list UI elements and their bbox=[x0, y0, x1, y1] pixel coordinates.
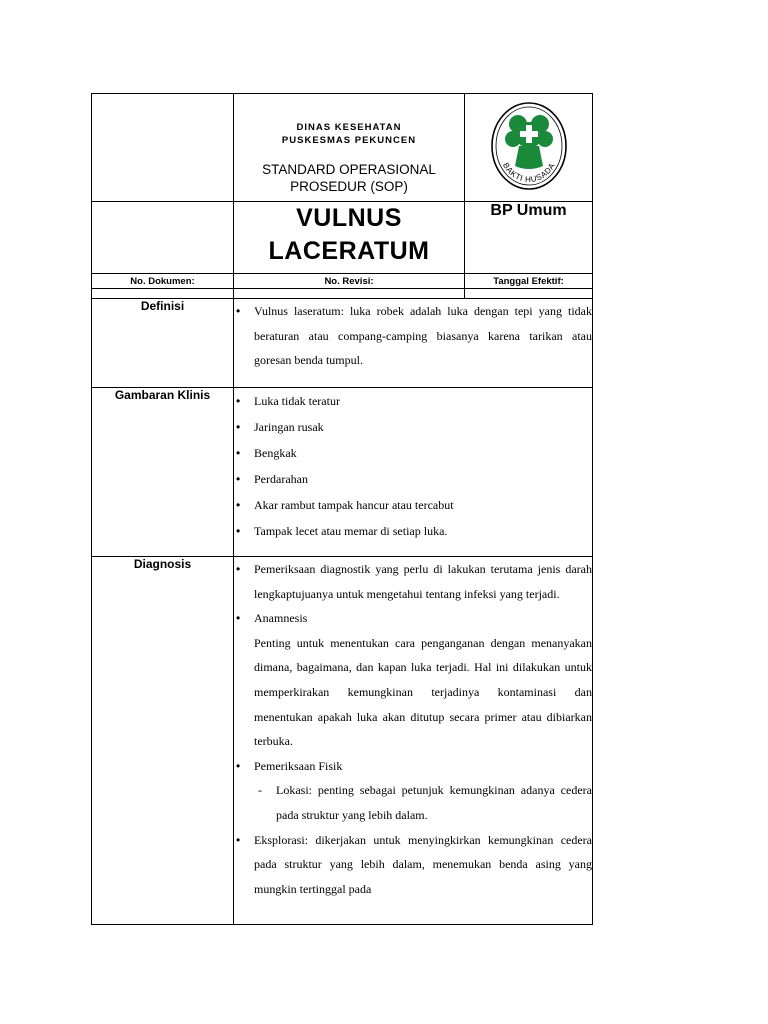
gambaran-klinis-content bbox=[234, 388, 593, 557]
header-organization-cell bbox=[234, 94, 465, 202]
revision-number-label: No. Revisi: bbox=[234, 274, 465, 289]
definisi-row bbox=[92, 299, 593, 388]
title-blank-cell bbox=[92, 202, 234, 274]
list-item: • Vulnus laseratum: luka robek adalah luka dengan tepi yang tidak beraturan atau compang-camping biasanya karena tarikan atau goresan benda tumpul. bbox=[234, 299, 592, 373]
org-name-line2: PUSKESMAS PEKUNCEN bbox=[281, 135, 417, 146]
doc-number-value bbox=[92, 289, 234, 299]
sop-document-table bbox=[91, 93, 593, 925]
list-item bbox=[234, 606, 592, 631]
list-item bbox=[234, 754, 592, 779]
sop-title-line2: PROSEDUR (SOP) bbox=[290, 179, 408, 194]
document-title-cell bbox=[234, 202, 465, 274]
list-item: • Bengkak bbox=[234, 440, 592, 466]
sop-title bbox=[234, 161, 464, 195]
gambaran-klinis-label: Gambaran Klinis bbox=[92, 388, 234, 557]
list-item: • Pemeriksaan diagnostik yang perlu di lakukan terutama jenis darah lengkaptujuanya untuk mengetahui tentang infeksi yang terjadi. bbox=[234, 557, 592, 606]
list-item: • Eksplorasi: dikerjakan untuk menyingkirkan kemungkinan cedera pada struktur yang lebih dalam, menemukan benda asing yang mungkin tertinggal pada bbox=[234, 828, 592, 902]
unit-name: BP Umum bbox=[465, 202, 593, 274]
definisi-content bbox=[234, 299, 593, 388]
list-item: • Luka tidak teratur bbox=[234, 388, 592, 414]
title-row bbox=[92, 202, 593, 274]
list-item: • Jaringan rusak bbox=[234, 414, 592, 440]
gambaran-klinis-row bbox=[92, 388, 593, 557]
meta-row bbox=[92, 274, 593, 289]
diagnosis-row bbox=[92, 557, 593, 925]
physical-exam-location: - Lokasi: penting sebagai petunjuk kemungkinan adanya cedera pada struktur yang lebih dalam. bbox=[234, 778, 592, 827]
definisi-label: Definisi bbox=[92, 299, 234, 388]
header-row bbox=[92, 94, 593, 202]
diagnosis-label: Diagnosis bbox=[92, 557, 234, 925]
logo-text: BAKTI HUSADA bbox=[500, 161, 557, 185]
effective-date-value bbox=[465, 289, 593, 299]
list-item: • Perdarahan bbox=[234, 466, 592, 492]
header-blank-cell bbox=[92, 94, 234, 202]
sop-title-line1: STANDARD OPERASIONAL bbox=[262, 162, 436, 177]
document-title-line1: VULNUS bbox=[296, 204, 402, 232]
list-item: • Tampak lecet atau memar di setiap luka. bbox=[234, 518, 592, 544]
bakti-husada-logo bbox=[489, 100, 569, 192]
anamnesis-title: Anamnesis bbox=[254, 611, 308, 626]
revision-number-value bbox=[234, 289, 465, 299]
list-item: • Akar rambut tampak hancur atau tercabut bbox=[234, 492, 592, 518]
org-name-line1: DINAS KESEHATAN bbox=[296, 122, 402, 133]
effective-date-label: Tanggal Efektif: bbox=[465, 274, 593, 289]
meta-value-row bbox=[92, 289, 593, 299]
document-title-line2: LACERATUM bbox=[268, 237, 430, 265]
anamnesis-text: Penting untuk menentukan cara penganganan dengan menanyakan dimana, bagaimana, dan kapan luka terjadi. Hal ini dilakukan untuk memperkirakan kemungkinan terjadinya kontaminasi dan menentukan apakah luka akan ditutup secara primer atau dibiarkan terbuka. bbox=[254, 635, 592, 749]
doc-number-label: No. Dokumen: bbox=[92, 274, 234, 289]
physical-exam-title: Pemeriksaan Fisik bbox=[254, 758, 343, 773]
logo-cell bbox=[465, 94, 593, 202]
diagnosis-content bbox=[234, 557, 593, 925]
